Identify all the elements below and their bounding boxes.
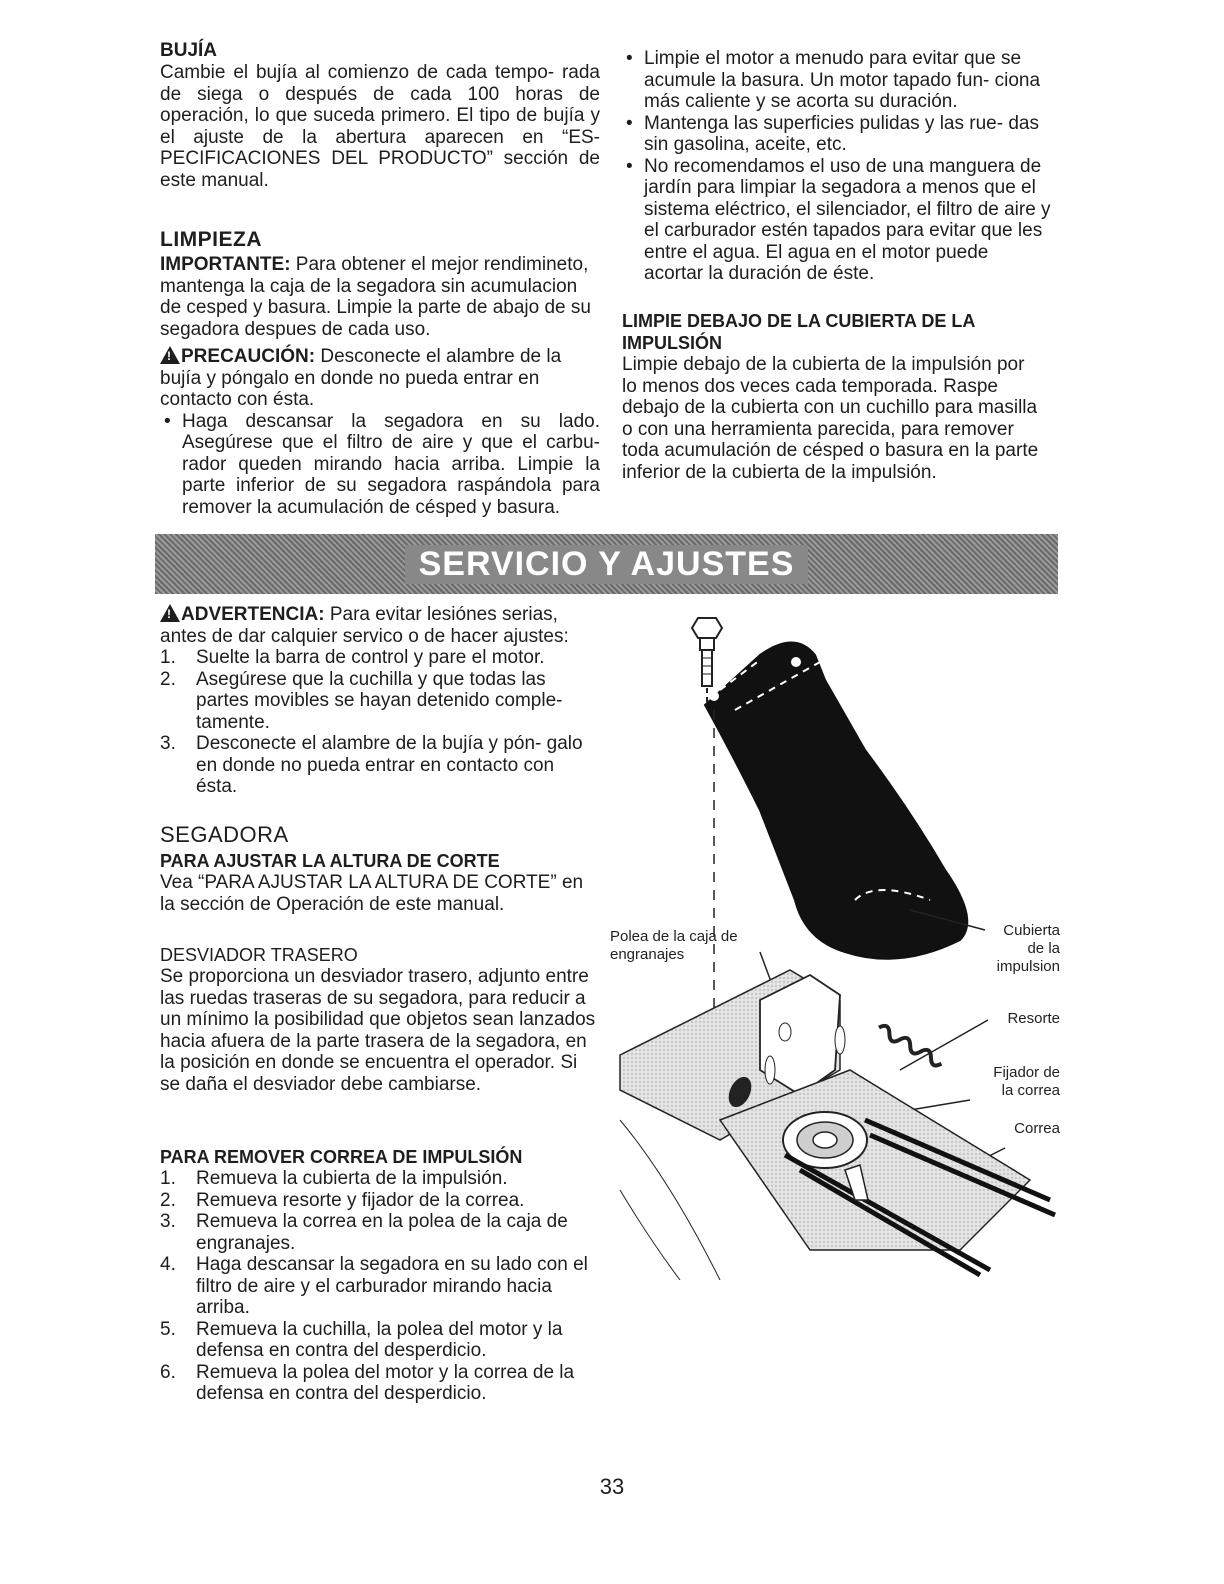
step-number: 3.	[160, 1211, 176, 1232]
drive-belt-diagram	[610, 600, 1070, 1280]
label-cubierta-line2: de la	[1027, 940, 1060, 957]
step-number: 3.	[160, 733, 176, 754]
precaucion-label: PRECAUCIÓN:	[181, 346, 316, 367]
section-banner	[155, 534, 1058, 594]
section-bujia	[160, 40, 600, 191]
step-number: 6.	[160, 1361, 176, 1383]
list-item: • Limpie el motor a menudo para evitar que se acumule la basura. Un motor tapado fun- ciona más caliente y se acorta su duración.	[622, 48, 1052, 113]
altura-heading: PARA AJUSTAR LA ALTURA DE CORTE	[160, 851, 500, 871]
list-item	[160, 1319, 600, 1362]
list-item	[160, 647, 600, 669]
step-text: Remueva la polea del motor y la correa de la defensa en contra del desperdicio.	[196, 1361, 575, 1404]
desviador-heading: DESVIADOR TRASERO	[160, 945, 358, 965]
step-number: 5.	[160, 1318, 176, 1340]
spring-icon	[877, 1023, 944, 1068]
segadora-heading: SEGADORA	[160, 822, 289, 847]
importante-label: IMPORTANTE:	[160, 254, 291, 275]
list-item: • Mantenga las superficies pulidas y las rue- das sin gasolina, aceite, etc.	[622, 113, 1052, 156]
leader-line	[900, 1020, 988, 1070]
precaucion-text: Desconecte el alambre de la bujía y póngalo en donde no pueda entrar en contacto con ésta.	[160, 346, 562, 410]
list-item	[160, 1190, 600, 1212]
motor-bullets	[622, 48, 1052, 285]
advertencia-steps	[160, 647, 600, 798]
step-text: Remueva la correa en la polea de la caja de engranajes.	[196, 1211, 568, 1254]
step-text: Asegúrese que la cuchilla y que todas las partes movibles se hayan detenido comple- tamente.	[196, 668, 563, 733]
leader-line	[910, 1100, 970, 1110]
warning-icon	[160, 346, 180, 364]
banner-title: SERVICIO Y AJUSTES	[405, 545, 809, 584]
section-segadora	[160, 822, 600, 915]
step-number: 2.	[160, 668, 176, 690]
remover-heading: PARA REMOVER CORREA DE IMPULSIÓN	[160, 1147, 523, 1167]
altura-text: Vea “PARA AJUSTAR LA ALTURA DE CORTE” en la sección de Operación de este manual.	[160, 872, 584, 915]
label-cubierta-line3: impulsion	[996, 958, 1060, 975]
section-motor-cleaning	[622, 48, 1052, 285]
step-number: 1.	[160, 647, 176, 668]
section-limpie-debajo	[622, 310, 1042, 483]
list-item	[160, 733, 600, 798]
list-item	[160, 1254, 600, 1319]
section-remover-correa	[160, 1146, 600, 1405]
limpie-heading: LIMPIE DEBAJO DE LA CUBIERTA DE LA IMPULSIÓN	[622, 311, 975, 353]
drive-cover-icon	[705, 643, 967, 959]
list-item: • Haga descansar la segadora en su lado. Asegúrese que el filtro de aire y que el carbu- rador queden mirando hacia arriba. Limpie la parte inferior de su segadora raspándola para remover la acumulación de césped y basura.	[160, 411, 600, 519]
list-item: • No recomendamos el uso de una manguera de jardín para limpiar la segadora a menos que el sistema eléctrico, el silenciador, el filtro de aire y el carburador estén tapados para evitar que les entre el agua. El agua en el motor puede acortar la duración de éste.	[622, 156, 1052, 285]
label-cubierta-line1: Cubierta	[1003, 922, 1060, 939]
label-fijador-line2: la correa	[1001, 1082, 1060, 1099]
list-item	[160, 1362, 600, 1405]
step-text: Suelte la barra de control y pare el motor.	[196, 647, 545, 668]
advertencia-text: Para evitar lesiónes serias, antes de dar calquier servico o de hacer ajustes:	[160, 604, 569, 647]
step-number: 1.	[160, 1168, 176, 1189]
warning-icon	[160, 604, 180, 622]
label-resorte	[985, 1010, 1060, 1028]
label-correa	[990, 1120, 1060, 1138]
remover-steps	[160, 1168, 600, 1405]
advertencia-paragraph	[160, 602, 600, 647]
step-text: Desconecte el alambre de la bujía y pón- galo en donde no pueda entrar en contacto con ésta.	[196, 733, 583, 797]
bolt-icon	[692, 618, 722, 704]
section-desviador	[160, 944, 600, 1095]
importante-text: Para obtener el mejor rendimineto, mantenga la caja de la segadora sin acumulacion de cesped y basura. Limpie la parte de abajo de su segadora despues de cada uso.	[160, 254, 591, 340]
advertencia-label: ADVERTENCIA:	[181, 604, 325, 625]
list-item	[160, 1211, 600, 1254]
label-resorte-text: Resorte	[1007, 1010, 1060, 1027]
limpieza-heading: LIMPIEZA	[160, 228, 262, 251]
section-limpieza	[160, 228, 600, 518]
label-fijador-line1: Fijador de	[993, 1064, 1060, 1081]
list-item	[160, 669, 600, 734]
bujia-text: Cambie el bujía al comienzo de cada tempo- rada de siega o después de cada 100 horas de operación, lo que suceda primero. El tipo de bujía y el ajuste de la abertura aparecen en “ES- PECIFICACIONES DEL PRODUCTO” sección de este manual.	[160, 62, 600, 191]
importante-paragraph	[160, 254, 600, 340]
list-item	[160, 1168, 600, 1190]
label-cubierta	[970, 922, 1060, 976]
step-text: Remueva la cuchilla, la polea del motor y la defensa en contra del desperdicio.	[196, 1318, 563, 1361]
label-polea-line2: engranajes	[610, 946, 685, 963]
step-text: Remueva resorte y fijador de la correa.	[196, 1189, 525, 1211]
bujia-heading: BUJÍA	[160, 40, 218, 61]
label-polea	[610, 928, 790, 964]
section-advertencia	[160, 602, 600, 798]
page-number: 33	[599, 1474, 625, 1499]
limpieza-bullets	[160, 411, 600, 519]
desviador-text: Se proporciona un desviador trasero, adjunto entre las ruedas traseras de su segadora, para reducir a un mínimo la posibilidad que objetos sean lanzados hacia afuera de la parte trasera de la segadora, en la posición en donde se encuentra el operador. Si se daña el desviador debe cambiarse.	[160, 966, 596, 1095]
step-text: Haga descansar la segadora en su lado con el filtro de aire y el carburador mirando hacia arriba.	[196, 1254, 588, 1318]
step-text: Remueva la cubierta de la impulsión.	[196, 1168, 508, 1189]
label-fijador	[970, 1064, 1060, 1100]
label-correa-text: Correa	[1014, 1120, 1060, 1137]
label-polea-line1: Polea de la caja de	[610, 928, 738, 945]
limpie-text: Limpie debajo de la cubierta de la impulsión por lo menos dos veces cada temporada. Raspe debajo de la cubierta con un cuchillo para masilla o con una herramienta parecida, para remover toda acumulación de césped o basura en la parte inferior de la cubierta de la impulsión.	[622, 354, 1039, 483]
step-number: 2.	[160, 1189, 176, 1211]
precaucion-paragraph	[160, 344, 600, 411]
step-number: 4.	[160, 1254, 176, 1275]
